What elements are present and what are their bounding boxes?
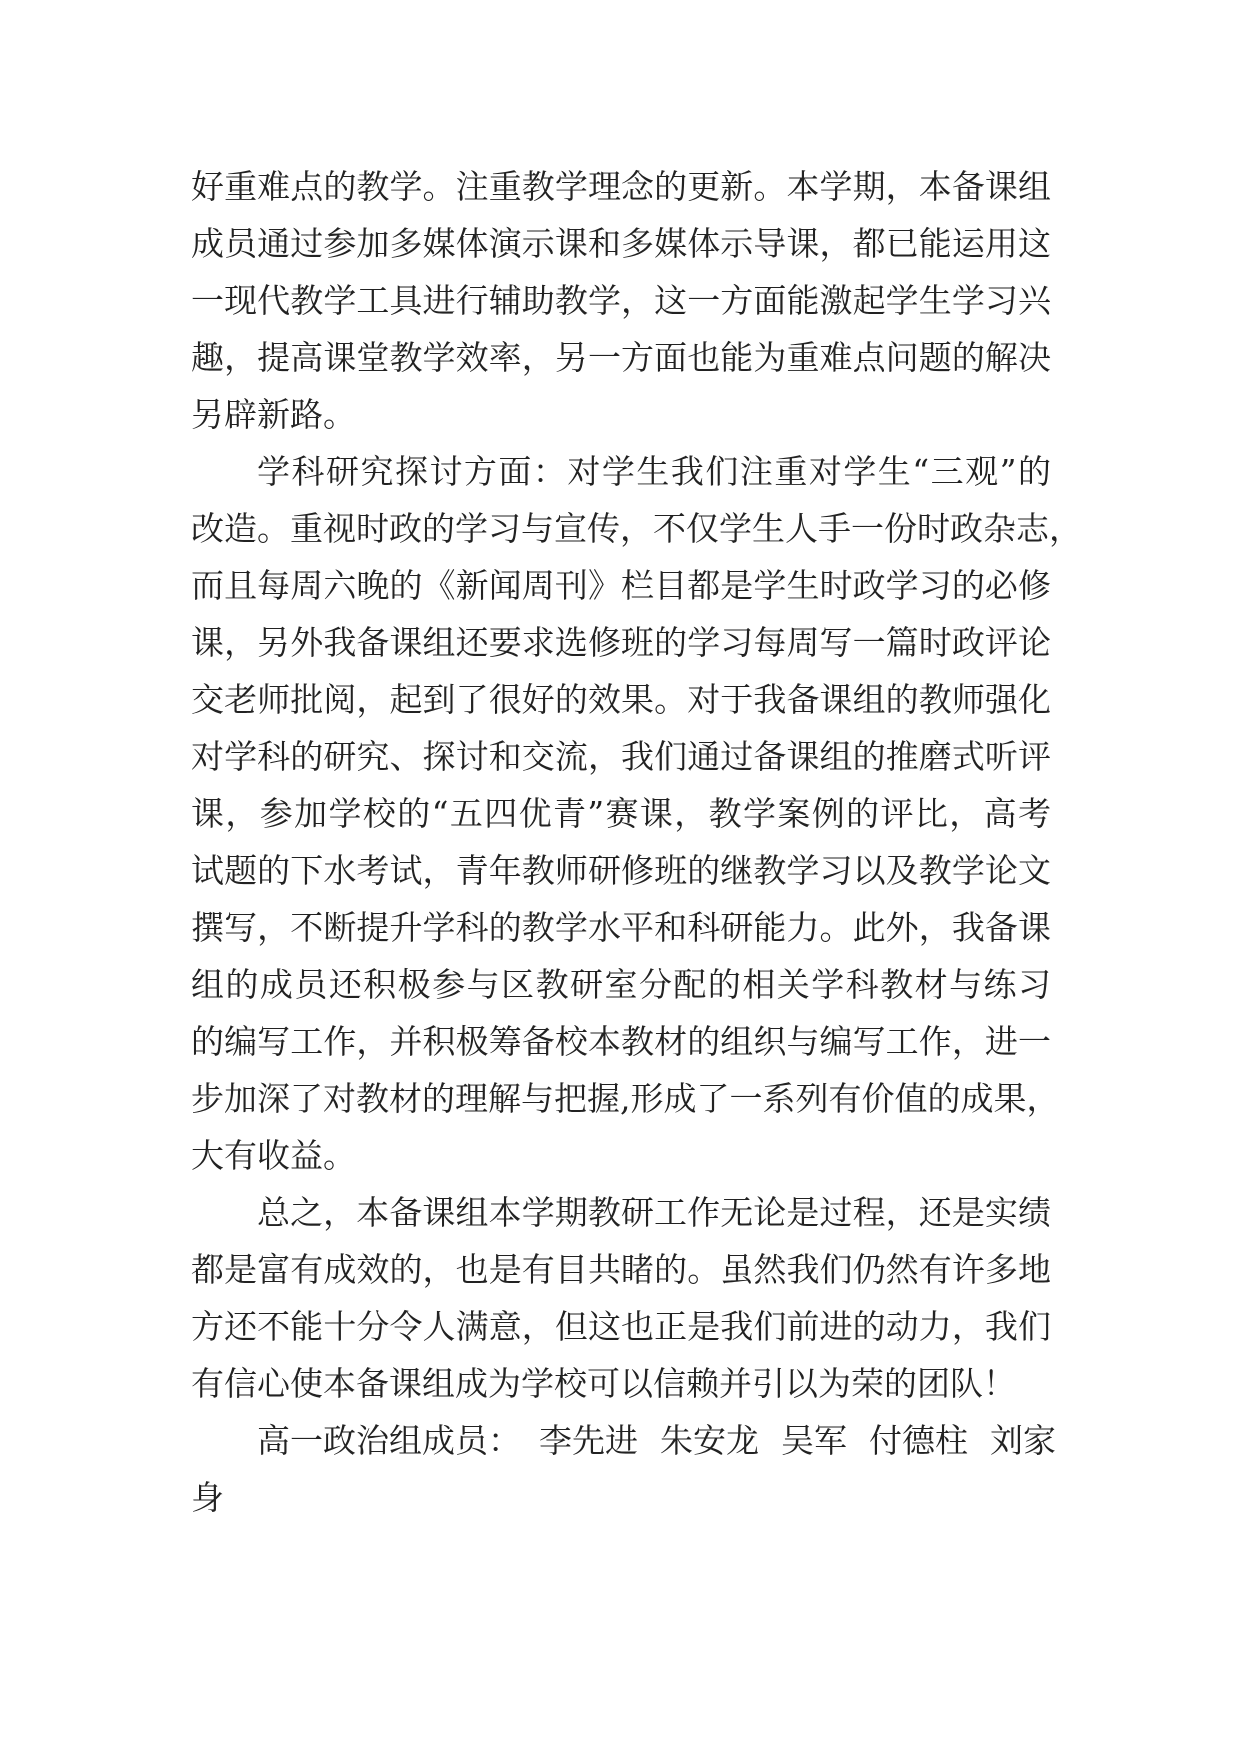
paragraph-line: 另辟新路。 — [191, 395, 356, 434]
paragraph-line: 课，参加学校的“五四优青”赛课，教学案例的评比，高考 — [191, 794, 1051, 833]
member-name: 朱安龙 — [660, 1421, 759, 1460]
paragraph-line: 都是富有成效的，也是有目共睹的。虽然我们仍然有许多地 — [191, 1250, 1051, 1289]
member-name: 付德柱 — [869, 1421, 968, 1460]
paragraph-line: 组的成员还积极参与区教研室分配的相关学科教材与练习 — [191, 965, 1051, 1004]
paragraph-line: 步加深了对教材的理解与把握,形成了一系列有价值的成果， — [191, 1079, 1060, 1118]
paragraph-line: 有信心使本备课组成为学校可以信赖并引以为荣的团队！ — [191, 1364, 1016, 1403]
paragraph-line: 的编写工作，并积极筹备校本教材的组织与编写工作，进一 — [191, 1022, 1051, 1061]
paragraph-line: 总之，本备课组本学期教研工作无论是过程，还是实绩 — [257, 1193, 1051, 1232]
members-continuation: 身 — [191, 1478, 224, 1517]
paragraph-line: 撰写，不断提升学科的教学水平和科研能力。此外，我备课 — [191, 908, 1051, 947]
paragraph-line: 而且每周六晚的《新闻周刊》栏目都是学生时政学习的必修 — [191, 566, 1051, 605]
paragraph-teaching-tools — [191, 158, 1051, 443]
paragraph-line: 趣，提高课堂教学效率，另一方面也能为重难点问题的解决 — [191, 338, 1051, 377]
paragraph-line: 学科研究探讨方面：对学生我们注重对学生“三观”的 — [257, 452, 1051, 491]
paragraph-line: 改造。重视时政的学习与宣传，不仅学生人手一份时政杂志， — [191, 509, 1082, 548]
paragraph-line: 大有收益。 — [191, 1136, 356, 1175]
paragraph-subject-research — [191, 443, 1082, 1184]
paragraph-line: 交老师批阅，起到了很好的效果。对于我备课组的教师强化 — [191, 680, 1051, 719]
document-body — [191, 158, 1082, 1526]
paragraph-line: 方还不能十分令人满意，但这也正是我们前进的动力，我们 — [191, 1307, 1051, 1346]
paragraph-line: 好重难点的教学。注重教学理念的更新。本学期，本备课组 — [191, 167, 1051, 206]
member-name: 吴军 — [781, 1421, 847, 1460]
member-name: 刘家 — [990, 1421, 1056, 1460]
members-line — [191, 1412, 1056, 1469]
paragraph-line: 课，另外我备课组还要求选修班的学习每周写一篇时政评论 — [191, 623, 1051, 662]
paragraph-line: 成员通过参加多媒体演示课和多媒体示导课，都已能运用这 — [191, 224, 1051, 263]
members-label: 高一政治组成员： — [257, 1421, 521, 1460]
paragraph-line: 对学科的研究、探讨和交流，我们通过备课组的推磨式听评 — [191, 737, 1051, 776]
paragraph-line: 一现代教学工具进行辅助教学，这一方面能激起学生学习兴 — [191, 281, 1051, 320]
paragraph-conclusion — [191, 1184, 1051, 1412]
member-name: 李先进 — [539, 1421, 638, 1460]
paragraph-line: 试题的下水考试，青年教师研修班的继教学习以及教学论文 — [191, 851, 1051, 890]
members-section — [191, 1412, 1056, 1526]
